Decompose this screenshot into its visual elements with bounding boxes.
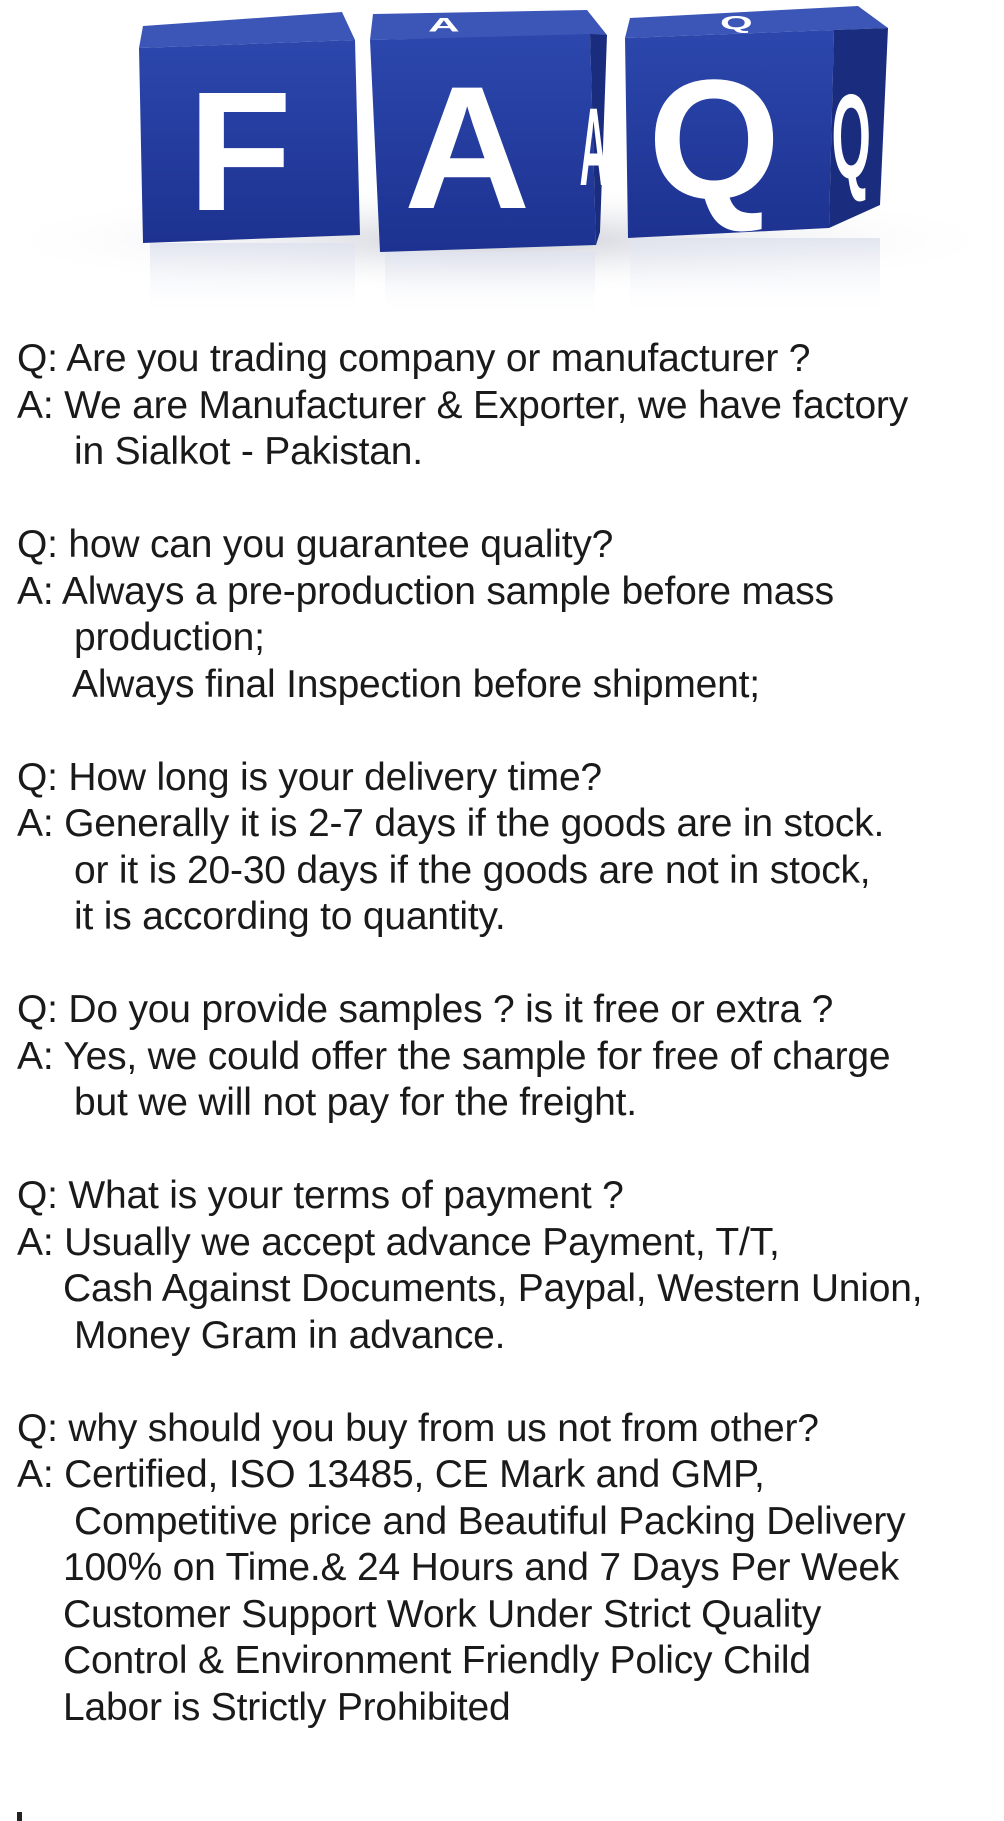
faq-cubes-illustration xyxy=(0,0,1004,318)
faq-answer-line: or it is 20-30 days if the goods are not in stock, xyxy=(74,848,871,892)
faq-answer-line: but we will not pay for the freight. xyxy=(74,1081,637,1124)
cube-a-top-letter: A xyxy=(428,14,460,37)
cube-a-side-letter: A xyxy=(579,86,608,210)
faq-answer-line: Cash Against Documents, Paypal, Western Union, xyxy=(63,1267,923,1310)
faq-answer-line: A: Always a pre-production sample before mass xyxy=(17,569,834,613)
cube-f xyxy=(139,0,360,318)
faq-answer-line: A: Yes, we could offer the sample for free of charge xyxy=(17,1034,891,1078)
faq-item xyxy=(17,336,997,476)
faq-answer-line: A: Usually we accept advance Payment, T/T, xyxy=(17,1220,780,1264)
cube-q xyxy=(625,6,888,318)
faq-answer-line: A: Certified, ISO 13485, CE Mark and GMP, xyxy=(17,1453,765,1496)
cube-f-top-letter: F xyxy=(203,0,225,17)
faq-answer-line: in Sialkot - Pakistan. xyxy=(74,430,423,473)
faq-answer-line: A: Generally it is 2-7 days if the goods are in stock. xyxy=(17,802,885,845)
faq-answer-line: production; xyxy=(74,616,265,659)
faq-answer-line: it is according to quantity. xyxy=(74,895,506,938)
cube-f-letter: F xyxy=(188,57,292,247)
faq-answer-line: Labor is Strictly Prohibited xyxy=(63,1685,511,1729)
faq-question: Q: Do you provide samples ? is it free or extra ? xyxy=(17,988,834,1031)
faq-answer-line: 100% on Time.& 24 Hours and 7 Days Per Week xyxy=(63,1546,900,1589)
faq-question: Q: how can you guarantee quality? xyxy=(17,523,614,566)
faq-answer-line: Money Gram in advance. xyxy=(74,1313,506,1357)
cube-q-top-letter: Q xyxy=(720,12,753,34)
faq-item xyxy=(17,1173,997,1359)
faq-answer-line: Customer Support Work Under Strict Quality xyxy=(63,1592,822,1636)
faq-question: Q: Are you trading company or manufacturer ? xyxy=(17,337,811,380)
faq-hero-banner xyxy=(0,0,1004,318)
faq-list xyxy=(17,336,997,1778)
faq-answer-line: Always final Inspection before shipment; xyxy=(72,662,760,706)
faq-item xyxy=(17,1406,997,1732)
cube-a-letter: A xyxy=(404,51,531,246)
cube-q-letter: Q xyxy=(648,45,781,235)
faq-question: Q: What is your terms of payment ? xyxy=(17,1174,624,1217)
faq-item xyxy=(17,755,997,941)
faq-question: Q: why should you buy from us not from other? xyxy=(17,1406,819,1450)
cube-a xyxy=(370,10,607,318)
faq-answer-line: A: We are Manufacturer & Exporter, we have factory xyxy=(17,383,909,427)
faq-item xyxy=(17,987,997,1127)
stray-mark xyxy=(17,1812,22,1821)
faq-question: Q: How long is your delivery time? xyxy=(17,755,602,799)
cube-q-side-letter: Q xyxy=(831,69,871,205)
faq-item xyxy=(17,522,997,708)
faq-answer-line: Control & Environment Friendly Policy Child xyxy=(63,1639,811,1682)
faq-answer-line: Competitive price and Beautiful Packing Delivery xyxy=(74,1499,906,1543)
